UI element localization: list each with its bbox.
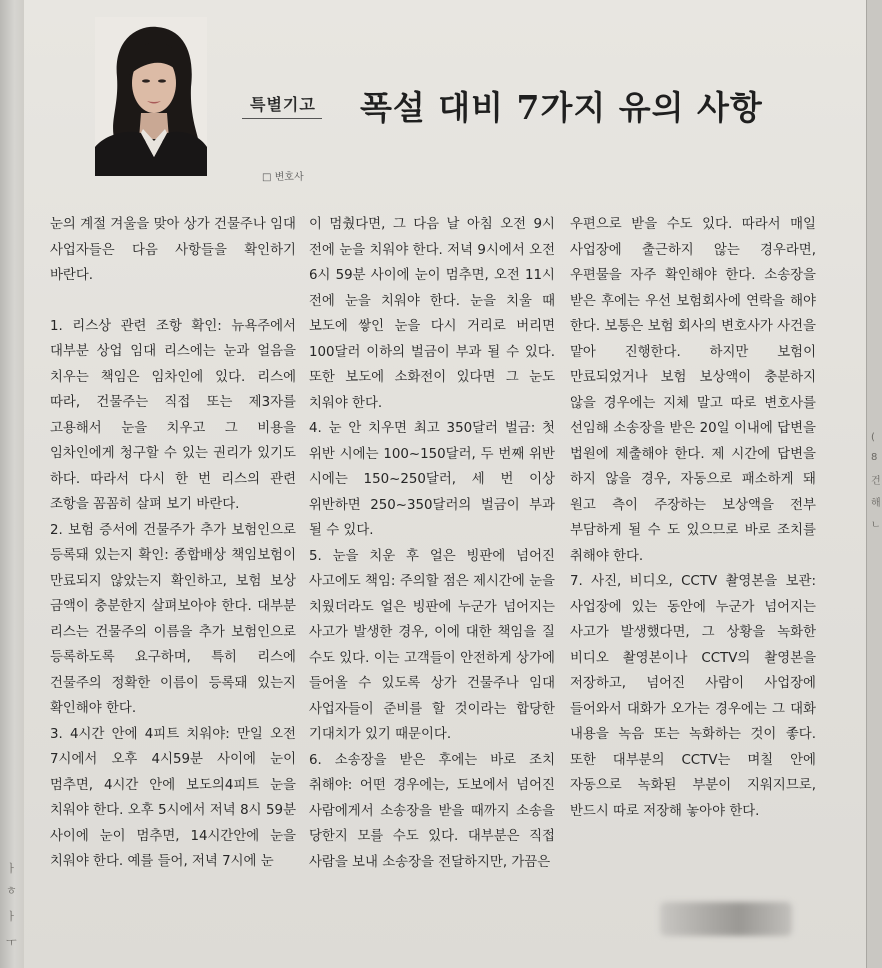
section-divider <box>242 118 322 119</box>
article-column-3 <box>570 212 816 824</box>
article-column-1 <box>50 212 296 875</box>
paragraph: 눈의 계절 겨울을 맞아 상가 건물주나 임대 사업자들은 다음 사항들을 확인하기 바란다. <box>50 217 296 283</box>
edge-char: 8 <box>871 452 878 463</box>
adjacent-page-left <box>0 0 25 968</box>
paragraph: 3. 4시간 안에 4피트 치워야: 만일 오전 7시에서 오후 4시59분 사이에 눈이 멈추면, 4시간 안에 보도의4피트 눈을 치워야 한다. 오후 5시에서 저녁 8시 59분 사이에 눈이 멈추면, 14시간안에 눈을 치워야 한다. 예를 들어, 저녁 7시에 눈 <box>50 726 296 869</box>
paragraph: 4. 눈 안 치우면 최고 350달러 벌금: 첫 위반 시에는 100~150달러, 두 번째 위반 시에는 150~250달러, 세 번 이상 위반하면 250~350달러의 벌금이 부과 될 수 있다. <box>309 421 555 538</box>
edge-char: ㅎ <box>6 884 17 897</box>
article-column-2 <box>309 212 555 875</box>
section-label: 특별기고 <box>250 95 316 114</box>
paragraph: 5. 눈을 치운 후 얼은 빙판에 넘어진 사고에도 책임: 주의할 점은 제시간에 눈을 치웠더라도 얼은 빙판에 누군가 넘어지는 사고가 발생한 경우, 이에 대한 책임을 질 수도 있다. 이는 고객들이 안전하게 상가에 들어올 수 있도록 상가 건물주나 임대 사업자들이 준비를 할 것이라는 합당한 기대치가 있기 때문이다. <box>309 548 555 742</box>
paragraph: 이 멈췄다면, 그 다음 날 아침 오전 9시 전에 눈을 치워야 한다. 저녁 9시에서 오전 6시 59분 사이에 눈이 멈추면, 오전 11시 전에 눈을 치워야 한다. 눈을 치울 때 보도에 쌓인 눈을 다시 거리로 버리면 100달러 이하의 벌금이 부과 될 수 있다. 또한 보도에 소화전이 있다면 그 눈도 치워야 한다. <box>309 217 555 411</box>
edge-char: ㅜ <box>6 936 17 949</box>
edge-char: 해 <box>871 498 881 509</box>
edge-char: ( <box>871 432 875 443</box>
edge-char: ㅏ <box>6 862 17 875</box>
redacted-watermark <box>660 902 792 936</box>
edge-char: ㄴ <box>871 520 881 531</box>
adjacent-page-right <box>866 0 882 968</box>
paragraph: 6. 소송장을 받은 후에는 바로 조치 취해야: 어떤 경우에는, 도보에서 넘어진 사람에게서 소송장을 받을 때까지 소송을 당한지 모를 수도 있다. 대부분은 직접 사람을 보내 소송장을 전달하지만, 가끔은 <box>309 752 555 870</box>
author-portrait-image <box>95 17 207 176</box>
paragraph: 1. 리스상 관련 조항 확인: 뉴욕주에서 대부분 상업 임대 리스에는 눈과 얼음을 치우는 책임은 임차인에 있다. 리스에 따라, 건물주는 직접 또는 제3자를 고용해서 눈을 치우고 그 비용을 임차인에게 청구할 수 있는 권리가 있기도 하다. 따라서 다시 한 번 리스의 관련 조항을 꼼꼼히 살펴 보기 바란다. <box>50 318 296 512</box>
byline: □ 변호사 <box>262 172 304 183</box>
paragraph: 2. 보험 증서에 건물주가 추가 보험인으로 등록돼 있는지 확인: 종합배상 책임보험이 만료되지 않았는지 확인하고, 보험 보상 금액이 충분한지 살펴보아야 한다. 대부분 리스는 건물주의 이름을 추가 보험인으로 등록하도록 요구하며, 특히 리스에 건물주의 정확한 이름이 등록돼 있는지 확인해야 한다. <box>50 522 296 716</box>
paragraph: 7. 사진, 비디오, CCTV 촬영본을 보관: 사업장에 있는 동안에 누군가 넘어지는 사고가 발생했다면, 그 상황을 녹화한 비디오 촬영본이나 CCTV의 촬영본을 저장하고, 넘어진 사람이 사업장에 들어와서 대화가 오가는 경우에는 그 대화 내용을 녹음 또는 녹화하는 것이 좋다. 또한 대부분의 CCTV는 며칠 안에 자동으로 녹화된 부분이 지워지므로, 반드시 따로 저장해 놓아야 한다. <box>570 574 816 819</box>
author-photo <box>95 17 207 176</box>
article-headline: 폭설 대비 7가지 유의 사항 <box>360 88 763 127</box>
edge-char: ㅏ <box>6 910 17 923</box>
edge-char: 건 <box>871 476 881 487</box>
paragraph: 우편으로 받을 수도 있다. 따라서 매일 사업장에 출근하지 않는 경우라면, 우편물을 자주 확인해야 한다. 소송장을 받은 후에는 우선 보험회사에 연락을 해야 한다. 보통은 보험 회사의 변호사가 사건을 맡아 진행한다. 하지만 보험이 만료되었거나 보험 보상액이 충분하지 않을 경우에는 지체 말고 따로 변호사를 선임해 소송장을 받은 20일 이내에 답변을 법원에 제출해야 한다. 제 시간에 답변을 하지 않을 경우, 자동으로 패소하게 돼 원고 측이 주장하는 보상액을 전부 부담하게 될 수 도 있으므로 바로 조치를 취해야 한다. <box>570 217 816 564</box>
